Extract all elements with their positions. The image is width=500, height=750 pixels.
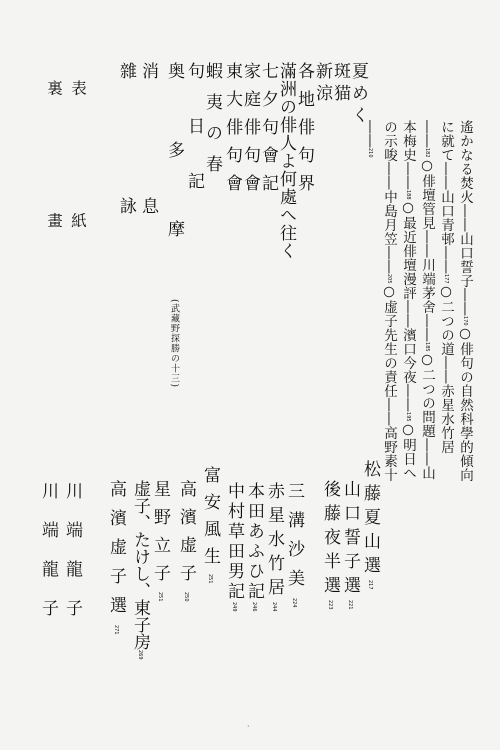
heading-urae: 裏畫 bbox=[45, 80, 63, 345]
author-entry bbox=[244, 482, 264, 612]
heading-shosoku: 消息 bbox=[138, 62, 158, 332]
essay-list bbox=[362, 120, 474, 490]
page-mark: · bbox=[247, 722, 250, 731]
author-name: 赤星水竹居 bbox=[264, 482, 284, 602]
page-number: 244 bbox=[271, 602, 277, 612]
author-entry bbox=[106, 480, 126, 635]
page-number: 217 bbox=[367, 580, 373, 590]
page-number: 246 bbox=[251, 602, 257, 612]
page-number: 185 bbox=[424, 342, 430, 352]
heading-okutama: 奥多摩 bbox=[164, 62, 184, 299]
essay-line: ○ bbox=[438, 283, 454, 301]
page-number: 188 bbox=[405, 190, 411, 200]
author-name: 星野立子 bbox=[150, 480, 170, 592]
heading-hyoshi: 表紙 bbox=[69, 80, 87, 345]
heading-zatsuei: 雜詠 bbox=[116, 62, 136, 332]
heading-kakuchi-haiku: 各地俳句界 bbox=[294, 62, 314, 202]
author-name: 山口誓子選 bbox=[340, 480, 360, 600]
page-number: 251 bbox=[157, 592, 163, 602]
page-number: 177 bbox=[443, 274, 449, 284]
essay-line: ○虚子先生の bbox=[381, 283, 397, 371]
author-entry bbox=[224, 482, 244, 612]
heading-kunikki: 句日記 bbox=[184, 62, 204, 227]
author-entry bbox=[360, 460, 380, 590]
author-name: 虚子、たけし、東子房 bbox=[130, 480, 150, 650]
author-entry bbox=[130, 480, 150, 660]
heading-hanmyo: 斑猫 bbox=[330, 62, 350, 106]
heading-shinryo: 新涼 bbox=[312, 62, 332, 106]
heading-okutama-group bbox=[164, 62, 184, 388]
heading-manshu: 滿洲の俳人よ何處へ往く bbox=[276, 62, 296, 260]
essay-line: ○最近俳壇漫評――濱口今夜―― bbox=[400, 199, 416, 413]
author-entry bbox=[150, 480, 170, 602]
essay-line: 二つの道――赤星水竹居―― bbox=[419, 120, 454, 455]
author-entry bbox=[176, 480, 196, 602]
heading-tanabata: 七夕句會記 bbox=[258, 62, 278, 202]
heading-okutama-sub: (武藏野探勝の十三) bbox=[169, 299, 179, 389]
author-name: 高濱虚子選 bbox=[106, 480, 126, 625]
author-name: 松藤夏山選 bbox=[360, 460, 380, 580]
page-number: 223 bbox=[327, 600, 333, 610]
page-number: 170 bbox=[462, 316, 468, 326]
page-number: 210 bbox=[367, 148, 373, 158]
essay-line: ○二つの問題――山本梅史 bbox=[400, 120, 435, 481]
essay-line: ○俳句の自然科學的傾向に就て――山口青邨―― bbox=[438, 120, 473, 483]
page-number: 182 bbox=[424, 148, 430, 158]
author-name: 三溝沙美 bbox=[284, 482, 304, 598]
author-entry bbox=[200, 466, 220, 584]
back-artist-name: 川端龍子 bbox=[38, 482, 58, 638]
page-number: 221 bbox=[347, 600, 353, 610]
author-entry bbox=[320, 480, 340, 610]
author-name: 本田あふひ記 bbox=[244, 482, 264, 602]
page-number: 249 bbox=[231, 602, 237, 612]
essay-line: ○明日への示唆――中島月笠―― bbox=[381, 120, 416, 481]
author-name: 高濱虚子 bbox=[176, 480, 196, 592]
author-entry bbox=[284, 482, 304, 608]
essay-line: 遙かなる焚火――山口誓子―― bbox=[457, 120, 473, 316]
heading-natsumeku: 夏めく bbox=[348, 62, 368, 128]
page-number: 251 bbox=[207, 574, 213, 584]
essay-line: 責任――高野素十―― bbox=[362, 120, 397, 483]
cover-artist-name: 川端龍子 bbox=[62, 482, 82, 638]
heading-ezo-no-haru: 蝦夷の春 bbox=[202, 62, 222, 186]
page-number: 269 bbox=[137, 650, 143, 660]
author-name: 富安風生 bbox=[200, 466, 220, 574]
essay-line: ―― bbox=[400, 162, 416, 190]
page-number: 250 bbox=[183, 592, 189, 602]
author-entry bbox=[264, 482, 284, 612]
page-number: 224 bbox=[291, 598, 297, 608]
author-name: 中村草田男記 bbox=[224, 482, 244, 602]
heading-todai: 東大俳句會 bbox=[222, 62, 242, 202]
page-number: 205 bbox=[386, 274, 392, 284]
page-number: 195 bbox=[405, 412, 411, 422]
author-name: 後藤夜半選 bbox=[320, 480, 340, 600]
page-number: 271 bbox=[113, 625, 119, 635]
author-entry bbox=[340, 480, 360, 610]
essay-line: ○俳壇管見――川端茅舍―― bbox=[419, 157, 435, 343]
heading-katei: 家庭俳句會 bbox=[240, 62, 260, 202]
